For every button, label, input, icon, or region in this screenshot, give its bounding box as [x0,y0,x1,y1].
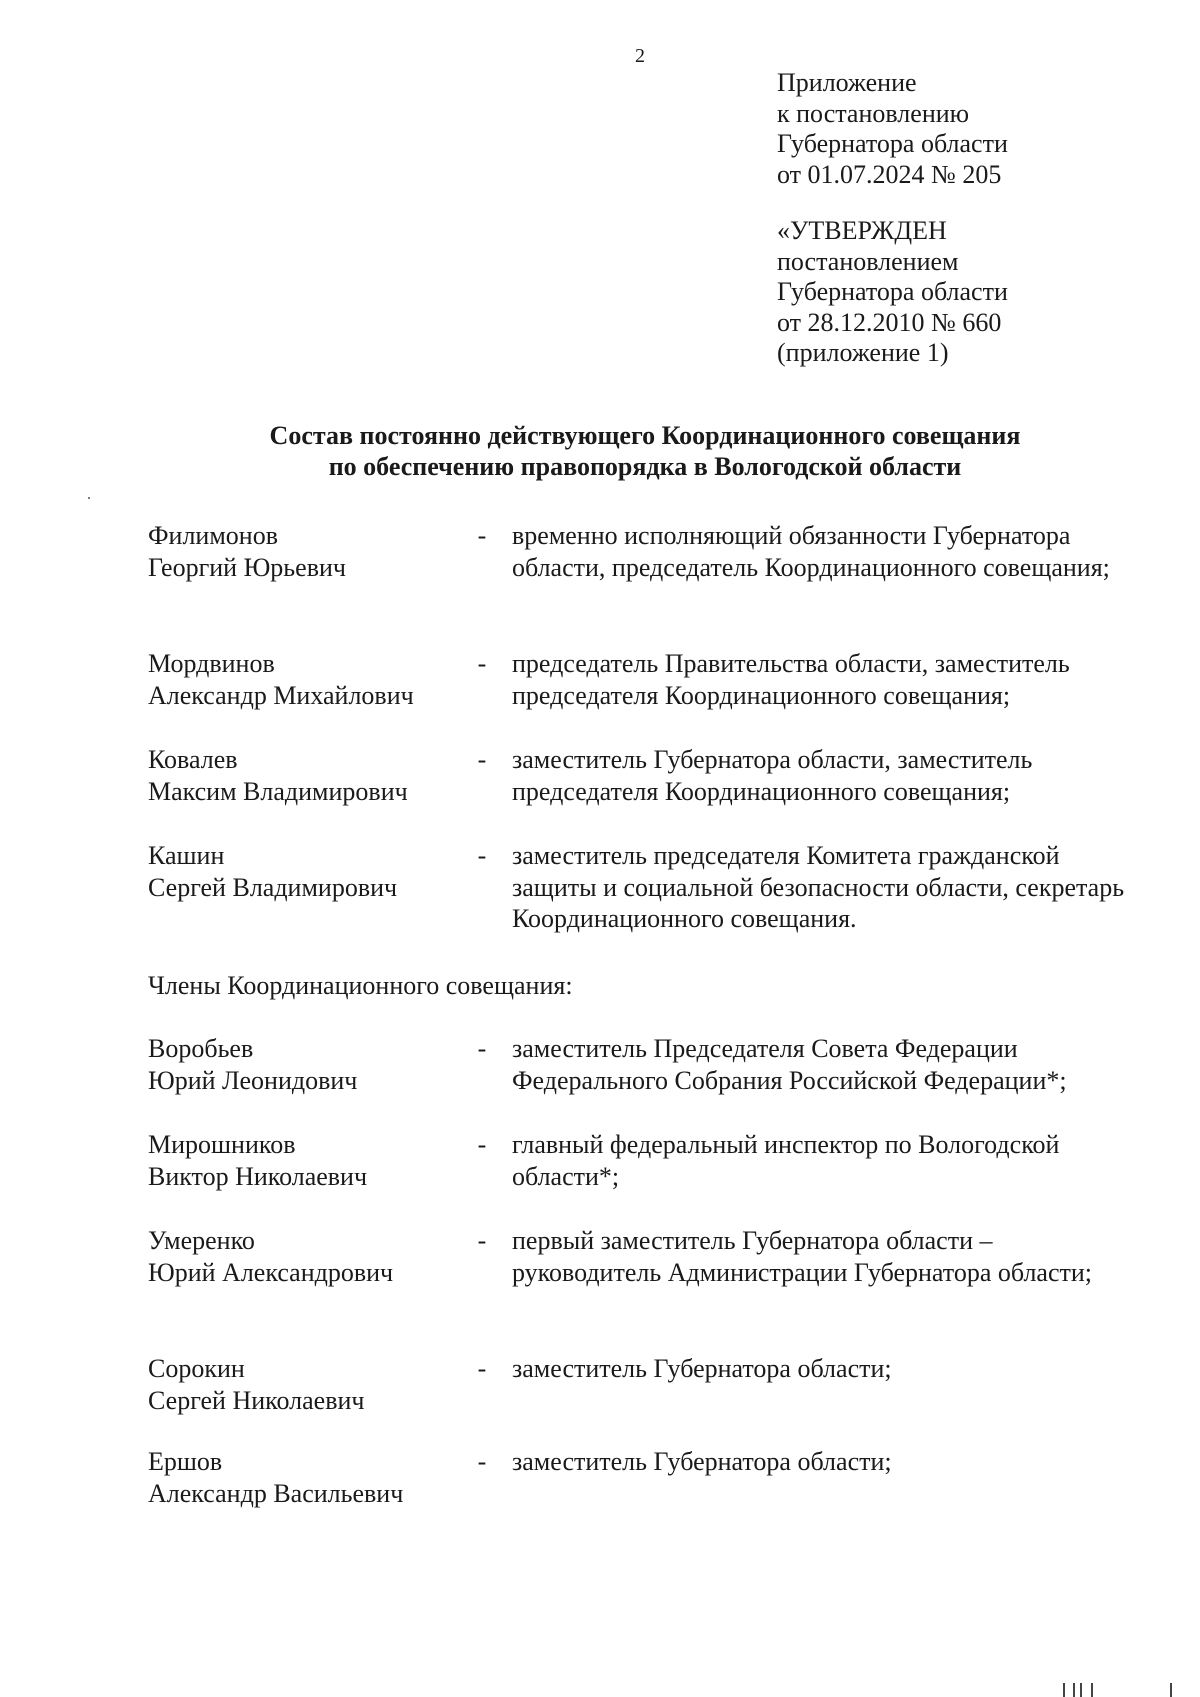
title-line-2: по обеспечению правопорядка в Вологодской области [328,452,962,481]
members-heading: Члены Координационного совещания: [148,971,573,1000]
member-name [148,648,478,711]
member-surname: Воробьев [148,1034,254,1063]
member-role: заместитель Председателя Совета Федерации Федерального Собрания Российской Федерации*; [512,1034,1067,1095]
member-given-name: Сергей Владимирович [148,872,398,902]
member-given-name: Юрий Александрович [148,1257,394,1287]
member-surname: Ершов [148,1447,223,1476]
member-role: главный федеральный инспектор по Вологодской области*; [512,1130,1060,1191]
appendix-line: от 01.07.2024 № 205 [777,159,1002,189]
member-surname: Мирошников [148,1130,296,1159]
separator-dash: - [477,1130,487,1159]
member-name [148,1129,478,1192]
member-given-name: Виктор Николаевич [148,1161,368,1191]
member-name [148,520,478,583]
member-surname: Ковалев [148,745,238,774]
appendix-line: к постановлению [777,98,970,128]
member-surname: Мордвинов [148,649,275,678]
member-role: заместитель Губернатора области; [512,1447,892,1476]
member-given-name: Александр Васильевич [148,1478,404,1508]
member-name [148,1353,478,1416]
title-line-1: Состав постоянно действующего Координационного совещания [269,421,1021,450]
separator-dash: - [477,521,487,550]
member-name [148,744,478,807]
separator-dash: - [477,745,487,774]
appendix-line: Губернатора области [777,129,1008,158]
approval-line: «УТВЕРЖДЕН [777,216,947,245]
scan-mark [1080,1683,1082,1697]
member-role: председатель Правительства области, заместитель председателя Координационного совещания; [512,649,1070,710]
separator-dash: - [477,1354,487,1383]
member-surname: Умеренко [148,1226,255,1255]
scan-mark [1073,1683,1075,1697]
member-name [148,1225,478,1288]
document-title [80,420,1200,482]
separator-dash: - [477,1226,487,1255]
member-given-name: Сергей Николаевич [148,1385,365,1415]
member-given-name: Александр Михайлович [148,680,414,710]
member-name [148,840,478,903]
member-role: заместитель Губернатора области; [512,1354,892,1383]
separator-dash: - [477,841,487,870]
page-number: 2 [635,45,645,67]
member-role: заместитель председателя Комитета гражданской защиты и социальной безопасности области, секретарь Координационного совещания. [512,841,1125,933]
margin-dot [88,497,90,499]
member-name [148,1033,478,1096]
approval-line: от 28.12.2010 № 660 [777,307,1002,337]
separator-dash: - [477,649,487,678]
scan-mark [1091,1683,1093,1697]
member-surname: Кашин [148,841,225,870]
scan-mark [1170,1683,1172,1697]
separator-dash: - [477,1447,487,1476]
member-given-name: Юрий Леонидович [148,1065,358,1095]
approval-line: Губернатора области [777,277,1008,306]
block-spacer [777,190,1008,216]
appendix-line: Приложение [777,68,917,97]
member-role: временно исполняющий обязанности Губернатора области, председатель Координационного совещания; [512,521,1110,582]
member-surname: Сорокин [148,1354,245,1383]
member-name [148,1446,478,1509]
member-role: заместитель Губернатора области, заместитель председателя Координационного совещания; [512,745,1033,806]
approval-line: (приложение 1) [777,338,949,367]
separator-dash: - [477,1034,487,1063]
member-given-name: Георгий Юрьевич [148,552,346,582]
member-role: первый заместитель Губернатора области – руководитель Администрации Губернатора области; [512,1226,1092,1287]
member-surname: Филимонов [148,521,278,550]
scan-mark [1063,1683,1065,1697]
member-given-name: Максим Владимирович [148,776,408,806]
approval-line: постановлением [777,246,959,276]
appendix-block [777,68,1008,369]
